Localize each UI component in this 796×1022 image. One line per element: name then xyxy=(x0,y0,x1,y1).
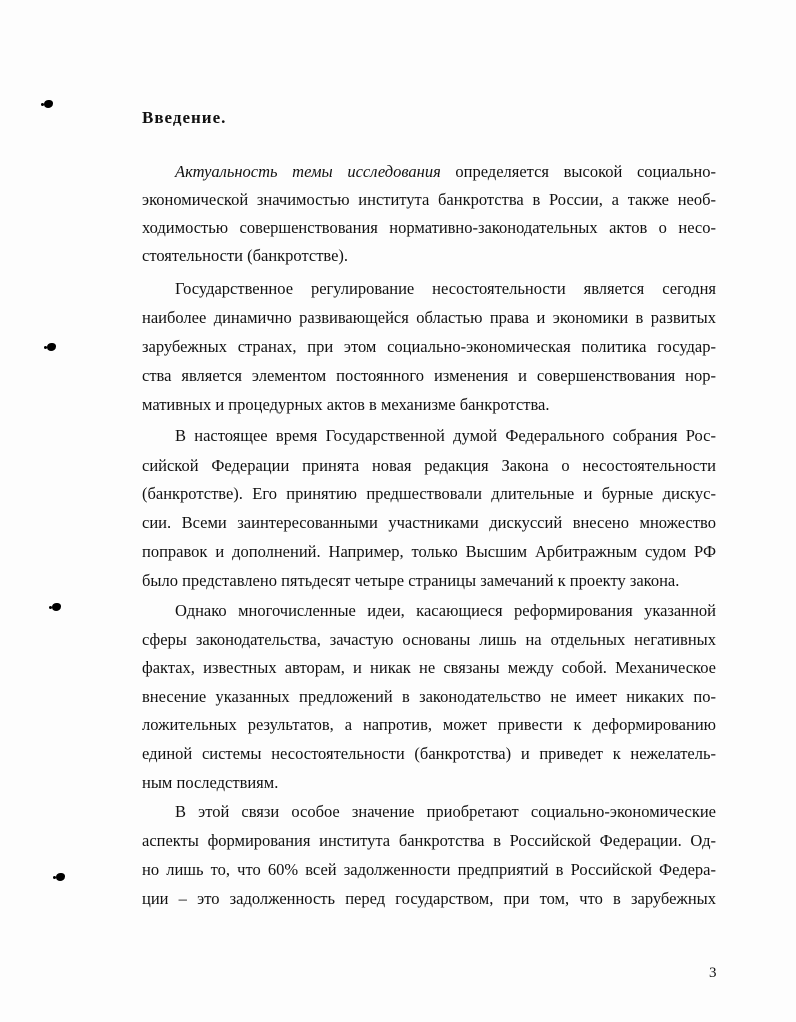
text-line: сийской Федерации принята новая редакция Закона о несостоятельности xyxy=(142,456,716,475)
text-line: единой системы несостоятельности (банкротства) и приведет к нежелатель- xyxy=(142,744,716,763)
text-line: сферы законодательства, зачастую основаны лишь на отдельных негативных xyxy=(142,630,716,649)
text-line: фактах, известных авторам, и никак не связаны между собой. Механическое xyxy=(142,658,716,677)
scan-mark xyxy=(56,873,65,881)
text-line: В настоящее время Государственной думой Федерального собрания Рос- xyxy=(175,426,716,445)
text-line: но лишь то, что 60% всей задолженности предприятий в Российской Федера- xyxy=(142,860,716,879)
page-number: 3 xyxy=(709,965,717,981)
text-line: ства является элементом постоянного изменения и совершенствования нор- xyxy=(142,366,716,385)
text-line: было представлено пятьдесят четыре страницы замечаний к проекту закона. xyxy=(142,571,680,590)
text-line: (банкротстве). Его принятию предшествовали длительные и бурные дискус- xyxy=(142,484,716,503)
text-line: Государственное регулирование несостоятельности является сегодня xyxy=(175,279,716,298)
scan-mark xyxy=(47,343,56,351)
text-line: ходимостью совершенствования нормативно-законодательных актов о несо- xyxy=(142,218,716,237)
text-line: поправок и дополнений. Например, только Высшим Арбитражным судом РФ xyxy=(142,542,716,561)
text-line: стоятельности (банкротстве). xyxy=(142,246,349,265)
text-line: Однако многочисленные идеи, касающиеся реформирования указанной xyxy=(175,601,716,620)
text-line: зарубежных странах, при этом социально-экономическая политика государ- xyxy=(142,337,716,356)
text-line: экономической значимостью института банкротства в России, а также необ- xyxy=(142,190,716,209)
text-line: Актуальность темы исследования определяется высокой социально- xyxy=(175,162,716,181)
text-line: аспекты формирования института банкротства в Российской Федерации. Од- xyxy=(142,831,716,850)
text-line: ции – это задолженность перед государством, при том, что в зарубежных xyxy=(142,889,716,908)
text-line: мативных и процедурных актов в механизме банкротства. xyxy=(142,395,550,414)
text-line: В этой связи особое значение приобретают социально-экономические xyxy=(175,802,716,821)
scan-mark xyxy=(52,603,61,611)
text-line: наиболее динамично развивающейся областью права и экономики в развитых xyxy=(142,308,716,327)
italic-phrase: Актуальность темы исследования xyxy=(175,162,441,181)
text-line: ным последствиям. xyxy=(142,773,279,792)
text-line: внесение указанных предложений в законодательство не имеет никаких по- xyxy=(142,687,716,706)
text-line: сии. Всеми заинтересованными участниками дискуссий внесено множество xyxy=(142,513,716,532)
text-line: ложительных результатов, а напротив, может привести к деформированию xyxy=(142,715,716,734)
section-heading: Введение. xyxy=(142,108,227,127)
scan-mark xyxy=(44,100,53,108)
